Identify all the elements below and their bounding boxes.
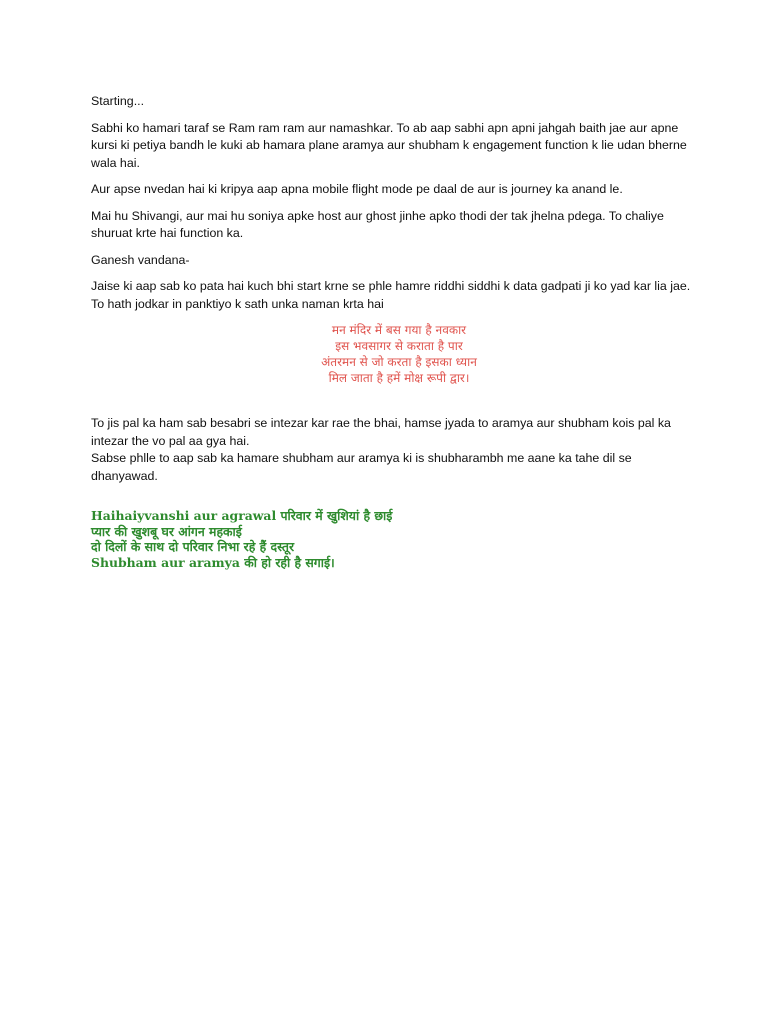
paragraph-starting: Starting... xyxy=(91,94,145,108)
poem-line: प्यार की खुशबू घर आंगन महकाई xyxy=(91,523,242,539)
paragraph-intezar: To jis pal ka ham sab besabri se intezar kar rae the bhai, hamse jyada to aramya aur shubham kois pal ka intezar the vo pal aa gya hai. xyxy=(91,416,671,448)
poem-line: Haihaiyvanshi aur agrawal परिवार में खुशियां है छाई xyxy=(91,508,393,523)
paragraph-flight-mode: Aur apse nvedan hai ki kripya aap apna mobile flight mode pe daal de aur is journey ka anand le. xyxy=(91,182,623,196)
ganesh-vandana-poem xyxy=(91,322,691,386)
sagai-poem xyxy=(91,508,691,570)
paragraph-hosts: Mai hu Shivangi, aur mai hu soniya apke host aur ghost jinhe apko thodi der tak jhelna pdega. To chaliye shuruat krte hai function ka. xyxy=(91,208,664,240)
poem-line: इस भवसागर से कराता है पार xyxy=(335,339,463,353)
poem-line: अंतरमन से जो करता है इसका ध्यान xyxy=(321,355,477,369)
paragraph-welcome: Sabhi ko hamari taraf se Ram ram ram aur namashkar. To ab aap sabhi apn apni jahgah baith jae aur apne kursi ki petiya bandh le kuki ab hamara plane aramya aur shubham k engagement function k lie udan bherne wala hai. xyxy=(91,120,687,170)
poem-line: Shubham aur aramya की हो रही है सगाई। xyxy=(91,554,335,570)
poem-line: दो दिलों के साथ दो परिवार निभा रहे हैं दस्तूर xyxy=(91,539,295,554)
paragraph-ganesh-heading: Ganesh vandana- xyxy=(91,252,190,267)
document-body xyxy=(91,93,691,570)
poem-line: मिल जाता है हमें मोक्ष रूपी द्वार। xyxy=(328,371,470,385)
paragraph-ganesh-intro: Jaise ki aap sab ko pata hai kuch bhi start krne se phle hamre riddhi siddhi k data gadpati ji ko yad kar lia jae. To hath jodkar in panktiyo k sath unka naman krta hai xyxy=(91,279,691,311)
poem-line: मन मंदिर में बस गया है नवकार xyxy=(331,323,467,337)
spacer xyxy=(91,386,691,415)
paragraph-dhanyawad: Sabse phlle to aap sab ka hamare shubham aur aramya ki is shubharambh me aane ka tahe dil se dhanyawad. xyxy=(91,451,632,483)
